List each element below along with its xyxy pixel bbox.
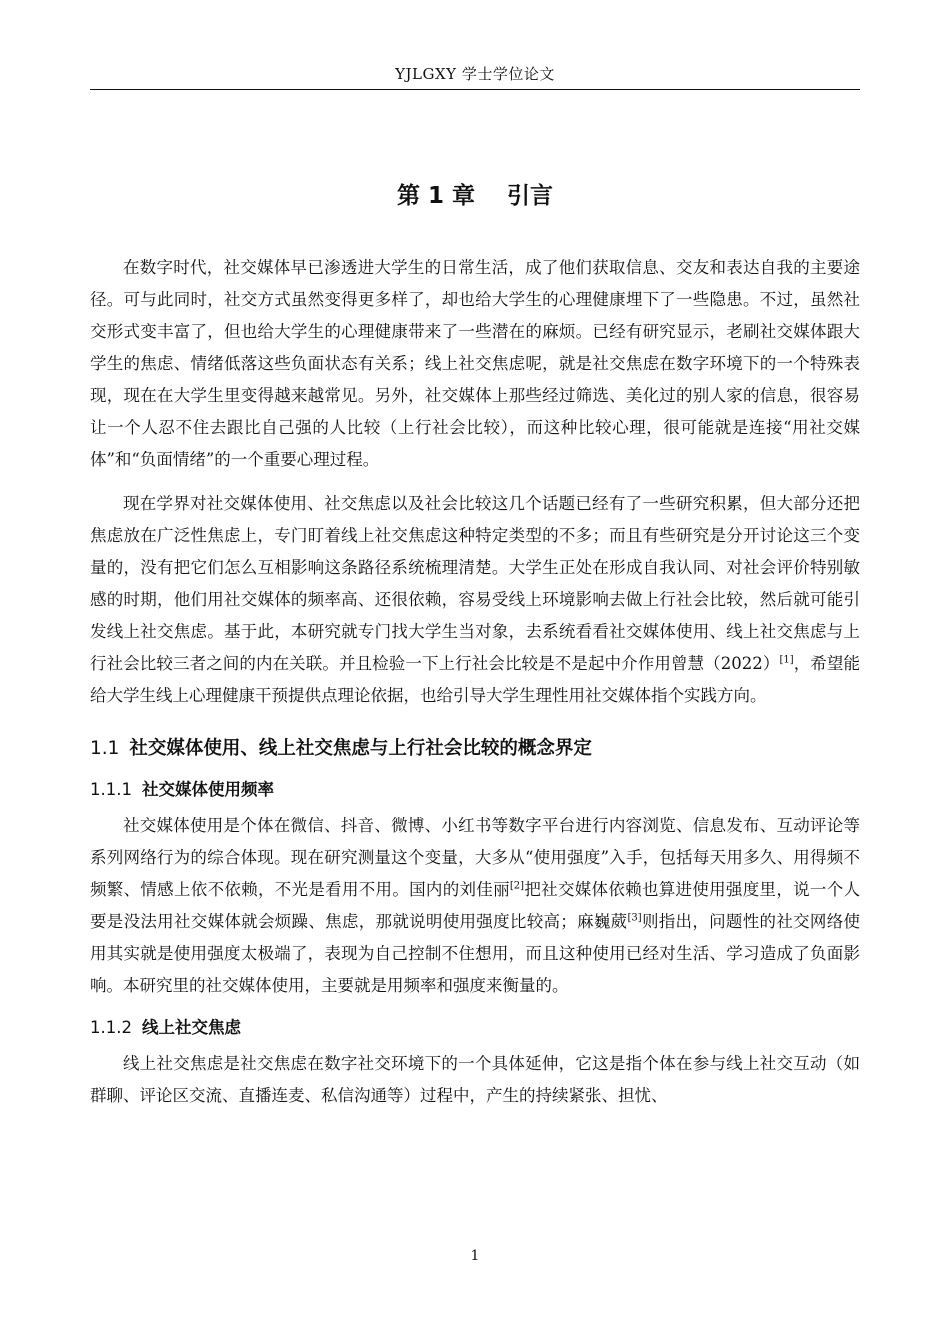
intro-paragraph-2-text-b: ，希望能给大学生线上心理健康干预提供点理论依据，也给引导大学生理性用社交媒体指个实践方向。 (90, 654, 861, 705)
subsection-title: 社交媒体使用频率 (141, 780, 274, 799)
citation-2[interactable]: [2] (509, 880, 525, 892)
subsection-number: 1.1.1 (90, 780, 132, 799)
citation-3[interactable]: [3] (627, 912, 642, 924)
running-header: YJLGXY 学士学位论文 (395, 65, 555, 83)
chapter-title: 第 1 章 引言 (396, 183, 554, 209)
subsection-heading-1-1-2 (90, 1014, 860, 1042)
page-body (90, 176, 860, 1124)
paragraph-text-c: 则指出，问题性的社交网络使用其实就是使用强度太极端了，表现为自己控制不住想用，而且这种使用已经对生活、学习造成了负面影响。本研究里的社交媒体使用，主要就是用频率和强度来衡量的。 (90, 912, 861, 995)
intro-paragraph-2-text-a: 现在学界对社交媒体使用、社交焦虑以及社会比较这几个话题已经有了一些研究积累，但大部分还把焦虑放在广泛性焦虑上，专门盯着线上社交焦虑这种特定类型的不多；而且有些研究是分开讨论这三个变量的，没有把它们怎么互相影响这条路径系统梳理清楚。大学生正处在形成自我认同、对社会评价特别敏感的时期，他们用社交媒体的频率高、还很依赖，容易受线上环境影响去做上行社会比较，然后就可能引发线上社交焦虑。基于此，本研究就专门找大学生当对象，去系统看看社交媒体使用、线上社交焦虑与上行社会比较三者之间的内在关联。并且检验一下上行社会比较是不是起中介作用曾慧（2022） (90, 494, 860, 673)
subsection-heading-1-1-1 (90, 776, 860, 804)
online-social-anxiety-paragraph: 线上社交焦虑是社交焦虑在数字社交环境下的一个具体延伸，它这是指个体在参与线上社交互动（如群聊、评论区交流、直播连麦、私信沟通等）过程中，产生的持续紧张、担忧、 (90, 1054, 860, 1105)
section-heading-1-1 (90, 734, 860, 764)
paragraph-text-a: 社交媒体使用是个体在微信、抖音、微博、小红书等数字平台进行内容浏览、信息发布、互动评论等系列网络行为的综合体现。现在研究测量这个变量，大多从“使用强度”入手，包括每天用多久、用得频不频繁、情感上依不依赖，不光是看用不用。国内的刘佳丽 (90, 816, 860, 899)
subsection-title: 线上社交焦虑 (141, 1018, 241, 1037)
subsection-number: 1.1.2 (90, 1018, 132, 1037)
social-media-use-paragraph (90, 810, 860, 1002)
section-title: 社交媒体使用、线上社交焦虑与上行社会比较的概念界定 (129, 738, 592, 759)
citation-1[interactable]: [1] (779, 654, 794, 666)
header-rule (90, 89, 860, 90)
intro-paragraph-2 (90, 488, 860, 712)
intro-paragraph-1: 在数字时代，社交媒体早已渗透进大学生的日常生活，成了他们获取信息、交友和表达自我的主要途径。可与此同时，社交方式虽然变得更多样了，却也给大学生的心理健康埋下了一些隐患。不过，虽然社交形式变丰富了，但也给大学生的心理健康带来了一些潜在的麻烦。已经有研究显示，老刷社交媒体跟大学生的焦虑、情绪低落这些负面状态有关系；线上社交焦虑呢，就是社交焦虑在数字环境下的一个特殊表现，现在在大学生里变得越来越常见。另外，社交媒体上那些经过筛选、美化过的别人家的信息，很容易让一个人忍不住去跟比自己强的人比较（上行社会比较），而这种比较心理，很可能就是连接“用社交媒体”和“负面情绪”的一个重要心理过程。 (90, 258, 860, 469)
paragraph-text-b: 把社交媒体依赖也算进使用强度里，说一个人要是没法用社交媒体就会烦躁、焦虑，那就说明使用强度比较高；麻巍葳 (90, 880, 861, 931)
page-number: 1 (470, 1248, 480, 1264)
section-number: 1.1 (90, 738, 120, 759)
